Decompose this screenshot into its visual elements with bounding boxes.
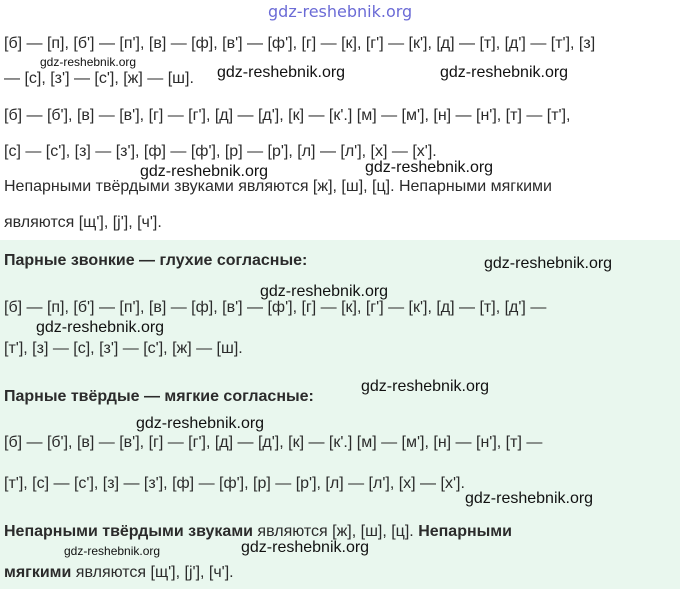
top-paired-hard-soft-line-2: [с] — [с'], [з] — [з'], [ф] — [ф'], [р] — [р'], [л] — [л'], [х] — [х'].	[4, 143, 437, 160]
watermark: gdz-reshebnik.org	[365, 159, 494, 176]
voiced-voiceless-line-1: [б] — [п], [б'] — [п'], [в] — [ф], [в'] — [ф'], [г] — [к], [г'] — [к'], [д] — [т], [д'] —	[4, 299, 547, 316]
heading-hard-soft: Парные твёрдые — мягкие согласные:	[4, 388, 314, 405]
top-paired-voiced-line-1: [б] — [п], [б'] — [п'], [в] — [ф], [в'] — [ф'], [г] — [к], [г'] — [к'], [д] — [т], [д'] — [т'], [з]	[4, 35, 596, 52]
site-header: gdz-reshebnik.org	[268, 2, 413, 21]
unpaired-soft-text: являются [щ'], [j'], [ч'].	[71, 564, 234, 581]
hard-soft-line-1: [б] — [б'], [в] — [в'], [г] — [г'], [д] — [д'], [к] — [к'.] [м] — [м'], [н] — [н'], [т] —	[4, 434, 543, 451]
top-unpaired-line-1: Непарными твёрдыми звуками являются [ж], [ш], [ц]. Непарными мягкими	[4, 178, 552, 195]
voiced-voiceless-line-2: [т'], [з] — [с], [з'] — [с'], [ж] — [ш].	[4, 340, 243, 357]
heading-voiced-voiceless: Парные звонкие — глухие согласные:	[4, 252, 308, 269]
unpaired-soft-term-end: мягкими	[4, 564, 72, 581]
top-unpaired-line-2: являются [щ'], [j'], [ч'].	[4, 214, 162, 231]
top-paired-voiced-line-2: — [с], [з'] — [с'], [ж] — [ш].	[4, 70, 194, 87]
watermark: gdz-reshebnik.org	[36, 319, 165, 336]
top-paired-hard-soft-line-1: [б] — [б'], [в] — [в'], [г] — [г'], [д] — [д'], [к] — [к'.] [м] — [м'], [н] — [н'], [т] — [т'],	[4, 107, 571, 124]
watermark: gdz-reshebnik.org	[217, 64, 346, 81]
unpaired-line-2	[4, 563, 234, 583]
watermark: gdz-reshebnik.org	[136, 415, 265, 432]
unpaired-soft-term-start: Непарными	[418, 523, 512, 540]
hard-soft-line-2: [т'], [с] — [с'], [з] — [з'], [ф] — [ф'], [р] — [р'], [л] — [л'], [х] — [х'].	[4, 475, 465, 492]
watermark: gdz-reshebnik.org	[440, 64, 569, 81]
unpaired-hard-term: Непарными твёрдыми звуками	[4, 523, 253, 540]
unpaired-hard-text: являются [ж], [ш], [ц].	[252, 523, 419, 540]
watermark: gdz-reshebnik.org	[465, 490, 594, 507]
watermark: gdz-reshebnik.org	[241, 539, 370, 556]
watermark: gdz-reshebnik.org	[361, 378, 490, 395]
watermark: gdz-reshebnik.org	[64, 544, 161, 558]
watermark: gdz-reshebnik.org	[140, 163, 269, 180]
watermark: gdz-reshebnik.org	[484, 255, 613, 272]
watermark: gdz-reshebnik.org	[40, 55, 137, 69]
watermark: gdz-reshebnik.org	[260, 283, 389, 300]
